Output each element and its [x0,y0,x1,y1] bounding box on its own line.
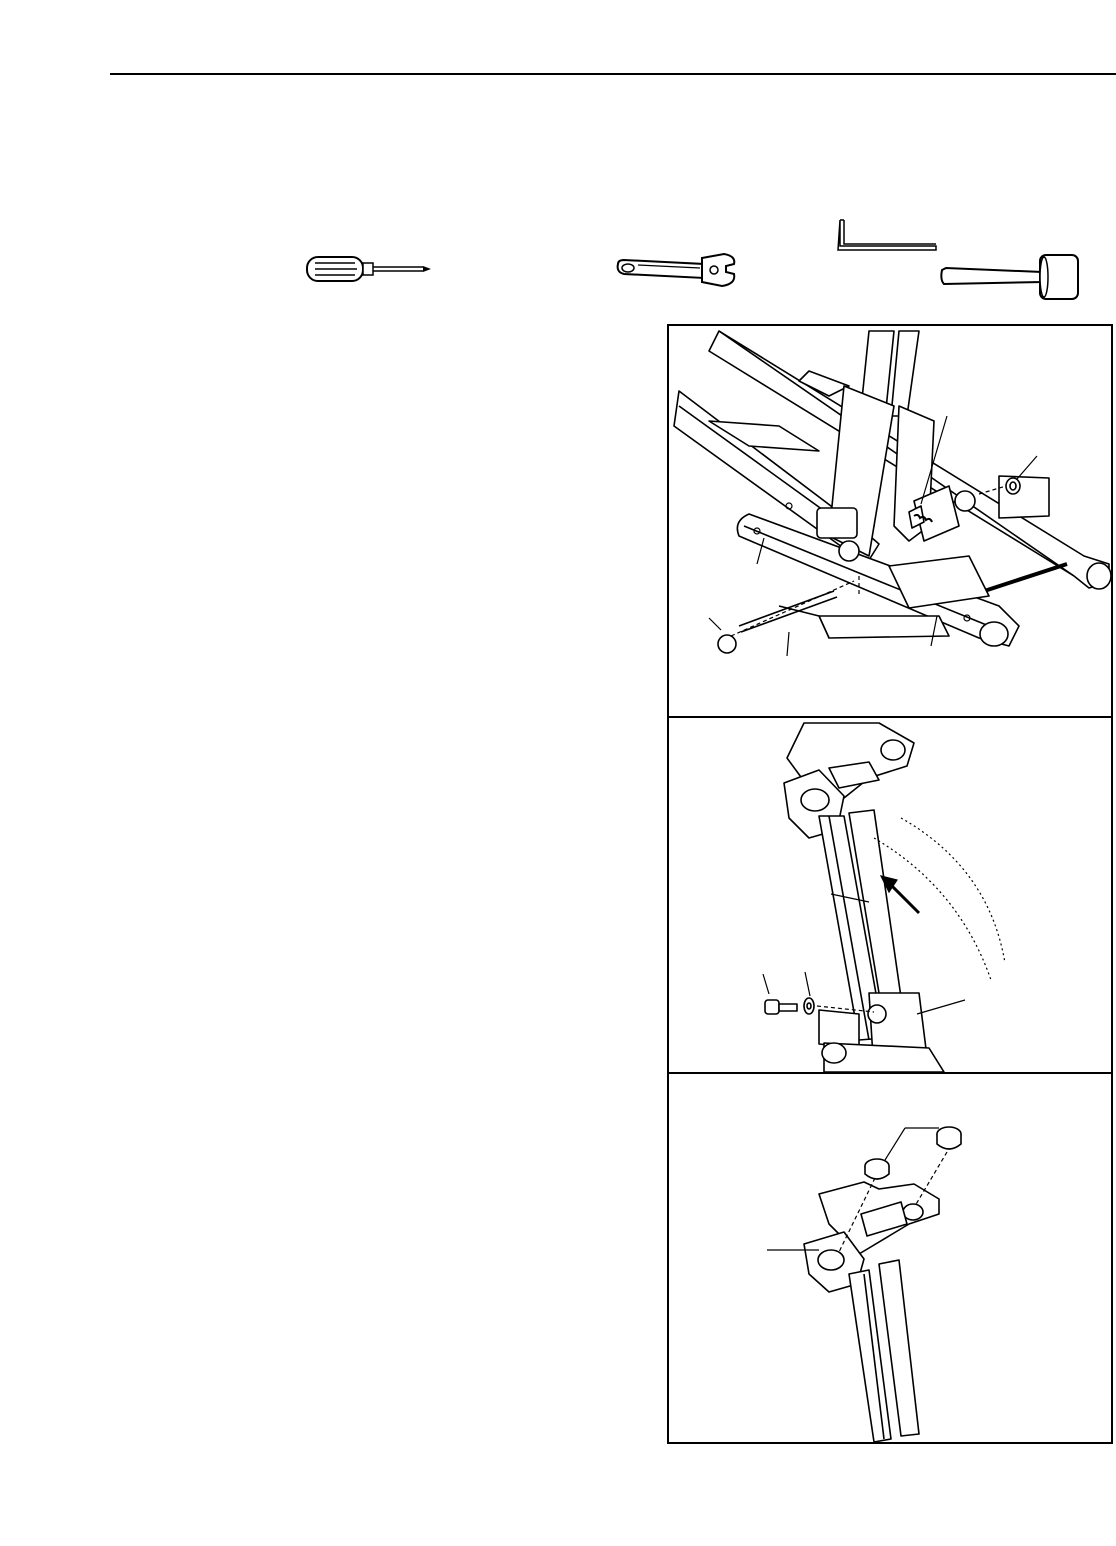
handlebar-bracket-caps-illustration [669,1074,1111,1442]
adjustable-wrench-icon [612,248,742,290]
base-frame-assembly-illustration [669,326,1111,716]
figure-3-panel [667,1072,1113,1444]
header-rule [110,73,1116,75]
hex-key-icon [836,218,940,252]
figure-1-panel [667,324,1113,718]
screwdriver-icon [305,254,433,284]
upright-attachment-illustration [669,718,1111,1072]
figure-2-panel [667,716,1113,1074]
rubber-mallet-icon [938,252,1084,302]
